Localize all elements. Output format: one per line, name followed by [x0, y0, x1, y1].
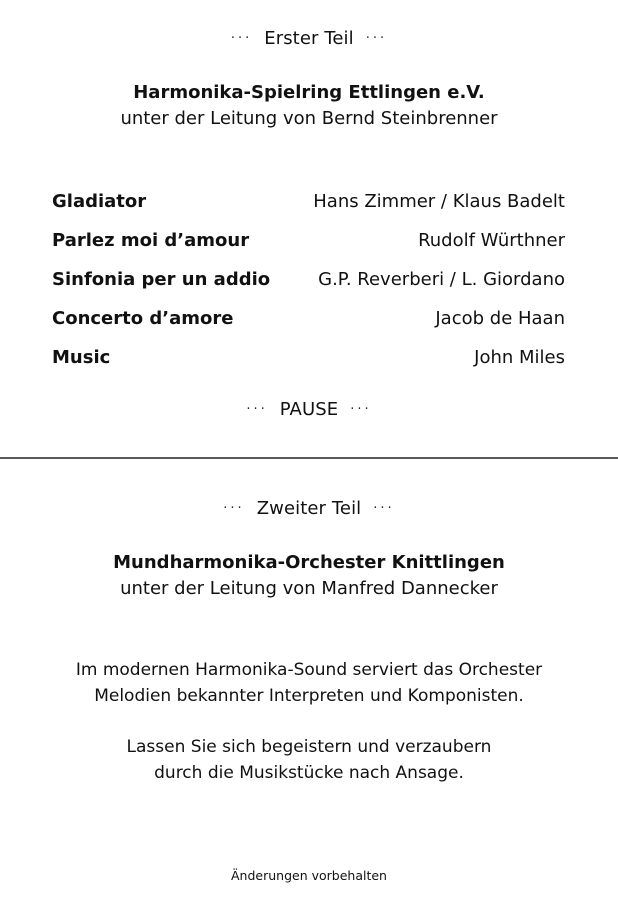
part2-ensemble-title: Mundharmonika-Orchester Knittlingen [113, 552, 505, 573]
program-row [52, 266, 565, 292]
paragraph-line: Lassen Sie sich begeistern und verzaubern [126, 737, 492, 757]
part2-heading-label: Zweiter Teil [256, 498, 362, 519]
program-row [52, 188, 565, 214]
program-row [52, 305, 565, 331]
description-paragraph-1 [0, 657, 618, 709]
piece-title: Parlez moi d’amour [52, 229, 250, 251]
dots-left: ··· [223, 501, 245, 516]
description-paragraph-2 [0, 734, 618, 786]
pause-heading [0, 399, 618, 420]
composer: Rudolf Würthner [418, 229, 565, 251]
composer: Hans Zimmer / Klaus Badelt [313, 190, 565, 212]
piece-title: Gladiator [52, 190, 147, 212]
paragraph-line: Melodien bekannter Interpreten und Komponisten. [94, 686, 524, 706]
composer: G.P. Reverberi / L. Giordano [318, 268, 565, 290]
part2-heading [0, 498, 618, 519]
composer: Jacob de Haan [435, 307, 565, 329]
piece-title: Sinfonia per un addio [52, 268, 271, 290]
dots-right: ··· [373, 501, 395, 516]
pause-label: PAUSE [279, 399, 339, 420]
dots-left: ··· [246, 402, 268, 417]
piece-title: Music [52, 346, 111, 368]
footer-note: Änderungen vorbehalten [231, 868, 387, 883]
part1-heading-label: Erster Teil [264, 28, 354, 49]
paragraph-line: Im modernen Harmonika-Sound serviert das Orchester [75, 660, 543, 680]
dots-left: ··· [230, 31, 253, 46]
program-row [52, 344, 565, 370]
dots-right: ··· [350, 402, 372, 417]
part1-conductor-line: unter der Leitung von Bernd Steinbrenner [120, 108, 498, 129]
part1-heading [0, 28, 618, 49]
program-row [52, 227, 565, 253]
section-divider [0, 457, 618, 459]
paragraph-line: durch die Musikstücke nach Ansage. [154, 763, 464, 783]
dots-right: ··· [365, 31, 388, 46]
part1-ensemble-title: Harmonika-Spielring Ettlingen e.V. [133, 82, 485, 103]
composer: John Miles [474, 346, 565, 368]
piece-title: Concerto d’amore [52, 307, 234, 329]
part2-conductor-line: unter der Leitung von Manfred Dannecker [120, 578, 498, 599]
